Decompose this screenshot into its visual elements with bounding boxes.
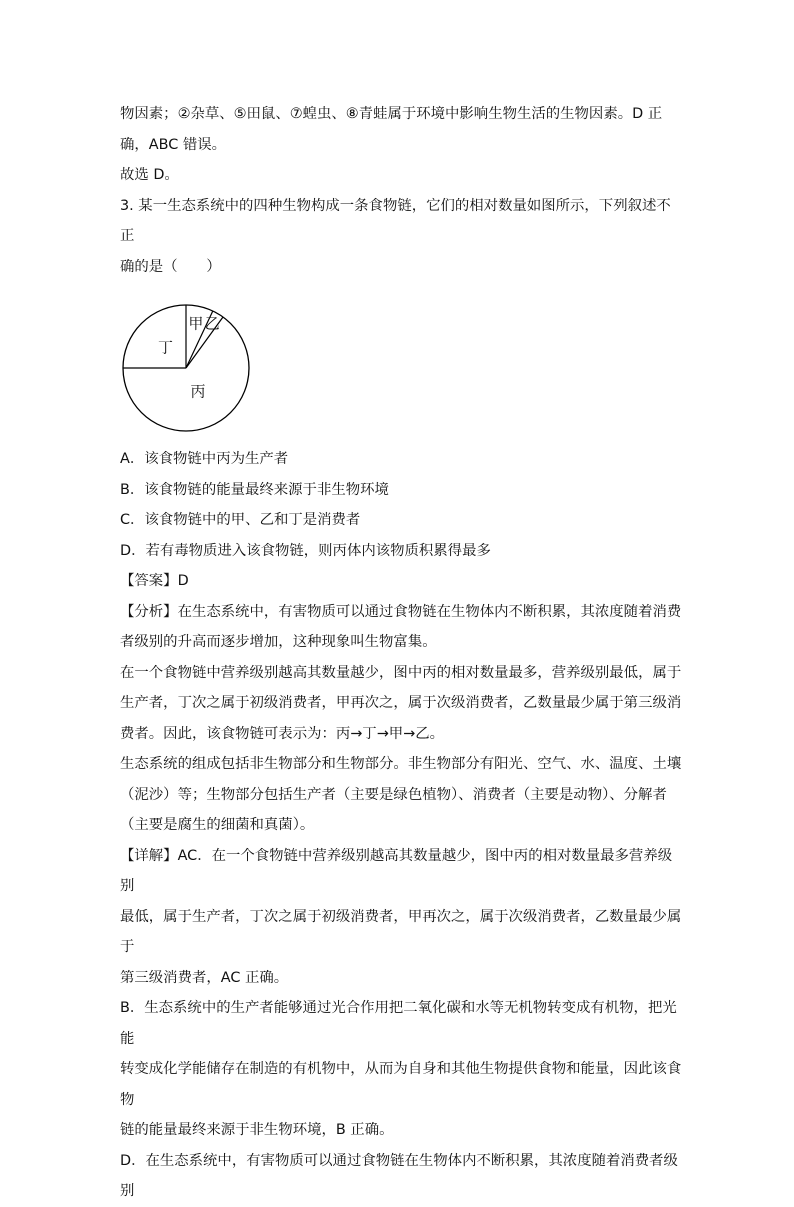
text-line-after-11: （泥沙）等；生物部分包括生产者（主要是绿色植物）、消费者（主要是动物）、分解者 — [120, 786, 667, 803]
text-line-after-16: B．生态系统中的生产者能够通过光合作用把二氧化碳和水等无机物转变成有机物，把光能 — [120, 1000, 677, 1047]
text-line-after-7: 在一个食物链中营养级别越高其数量越少，图中丙的相对数量最多，营养级别最低，属于 — [120, 664, 682, 681]
text-line-4: 确的是（ ） — [120, 258, 221, 275]
text-line-after-4: 【答案】D — [120, 573, 189, 589]
text-line-3: 3. 某一生态系统中的四种生物构成一条食物链，它们的相对数量如图所示，下列叙述不正 — [120, 197, 671, 244]
pie-label-1: 甲 — [188, 314, 204, 333]
text-line-after-14: 最低，属于生产者，丁次之属于初级消费者，甲再次之，属于次级消费者，乙数量最少属于 — [120, 908, 682, 955]
text-line-after-17: 转变成化学能储存在制造的有机物中，从而为自身和其他生物提供食物和能量，因此该食物 — [120, 1061, 682, 1108]
pie-label-3: 丙 — [190, 382, 206, 401]
pie-figure — [120, 282, 685, 444]
text-line-0: 物因素；②杂草、⑤田鼠、⑦蝗虫、⑧青蛙属于环境中影响生物生活的生物因素。D 正 — [120, 106, 663, 122]
text-line-after-10: 生态系统的组成包括非生物部分和生物部分。非生物部分有阳光、空气、水、温度、土壤 — [120, 756, 682, 772]
text-line-2: 故选 D。 — [120, 167, 179, 183]
text-line-after-6: 者级别的升高而逐步增加，这种现象叫生物富集。 — [120, 634, 437, 650]
text-line-after-3: D．若有毒物质进入该食物链，则丙体内该物质积累得最多 — [120, 542, 491, 559]
text-line-after-18: 链的能量最终来源于非生物环境，B 正确。 — [120, 1122, 394, 1138]
text-line-after-5: 【分析】在生态系统中，有害物质可以通过食物链在生物体内不断积累，其浓度随着消费 — [120, 603, 682, 620]
text-line-after-0: A．该食物链中丙为生产者 — [120, 451, 289, 467]
pie-chart — [120, 282, 260, 444]
text-line-after-19: D．在生态系统中，有害物质可以通过食物链在生物体内不断积累，其浓度随着消费者级别 — [120, 1152, 678, 1199]
text-block-before — [120, 99, 685, 282]
text-line-after-2: C．该食物链中的甲、乙和丁是消费者 — [120, 512, 361, 528]
pie-label-0: 丁 — [157, 338, 174, 357]
text-line-after-12: （主要是腐生的细菌和真菌）。 — [120, 817, 315, 833]
document-content — [120, 99, 685, 1207]
text-line-after-1: B．该食物链的能量最终来源于非生物环境 — [120, 481, 389, 498]
text-line-after-9: 费者。因此，该食物链可表示为：丙→丁→甲→乙。 — [120, 725, 444, 742]
pie-label-2: 乙 — [204, 314, 220, 333]
text-line-after-13: 【详解】AC．在一个食物链中营养级别越高其数量越少，图中丙的相对数量最多营养级别 — [120, 847, 673, 894]
text-block-after — [120, 444, 685, 1207]
text-line-after-15: 第三级消费者，AC 正确。 — [120, 969, 289, 986]
text-line-1: 确，ABC 错误。 — [120, 136, 227, 153]
text-line-after-8: 生产者，丁次之属于初级消费者，甲再次之，属于次级消费者，乙数量最少属于第三级消 — [120, 695, 682, 711]
